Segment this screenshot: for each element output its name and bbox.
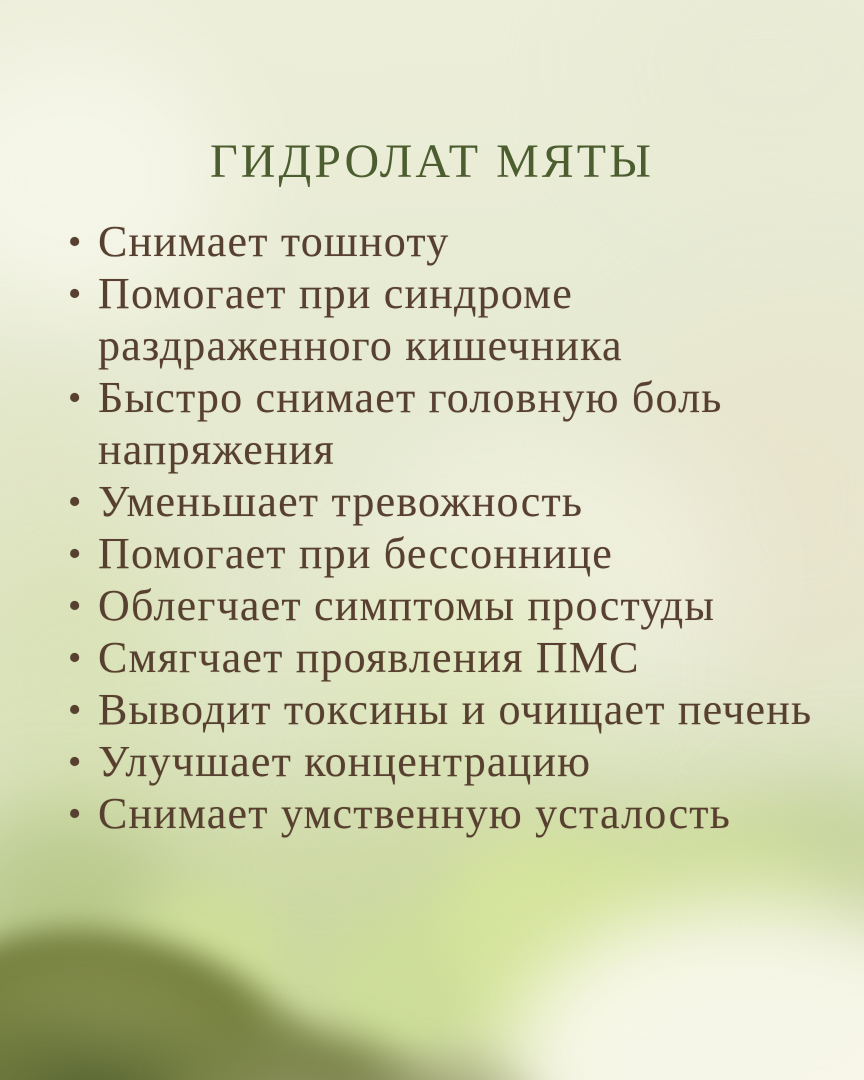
bullet-icon: •: [68, 637, 83, 679]
benefit-item: [68, 372, 830, 476]
bullet-icon: •: [68, 533, 83, 575]
page-title: ГИДРОЛАТ МЯТЫ: [210, 135, 654, 188]
bullet-icon: •: [68, 273, 83, 315]
benefit-text: Помогает при бессоннице: [98, 529, 614, 578]
bullet-icon: •: [68, 689, 83, 731]
benefit-text: Уменьшает тревожность: [98, 477, 584, 526]
bullet-icon: •: [68, 741, 83, 783]
benefit-item: [68, 216, 830, 268]
benefit-item: [68, 632, 830, 684]
benefit-text: Снимает умственную усталость: [98, 789, 731, 838]
benefit-text: Смягчает проявления ПМС: [98, 633, 640, 682]
bullet-icon: •: [68, 793, 83, 835]
benefit-item: [68, 268, 830, 372]
benefit-text: Помогает при синдроме раздраженного кишечника: [98, 269, 623, 370]
bullet-icon: •: [68, 481, 83, 523]
benefit-item: [68, 528, 830, 580]
benefit-text: Выводит токсины и очищает печень: [98, 685, 813, 734]
bullet-icon: •: [68, 377, 83, 419]
benefit-item: [68, 580, 830, 632]
benefits-list: [68, 216, 830, 840]
benefit-text: Улучшает концентрацию: [98, 737, 592, 786]
benefit-item: [68, 736, 830, 788]
benefit-item: [68, 684, 830, 736]
bullet-icon: •: [68, 585, 83, 627]
bullet-icon: •: [68, 221, 83, 263]
benefit-item: [68, 476, 830, 528]
benefit-text: Снимает тошноту: [98, 217, 450, 266]
benefit-text: Быстро снимает головную боль напряжения: [98, 373, 723, 474]
benefit-item: [68, 788, 830, 840]
benefit-text: Облегчает симптомы простуды: [98, 581, 716, 630]
